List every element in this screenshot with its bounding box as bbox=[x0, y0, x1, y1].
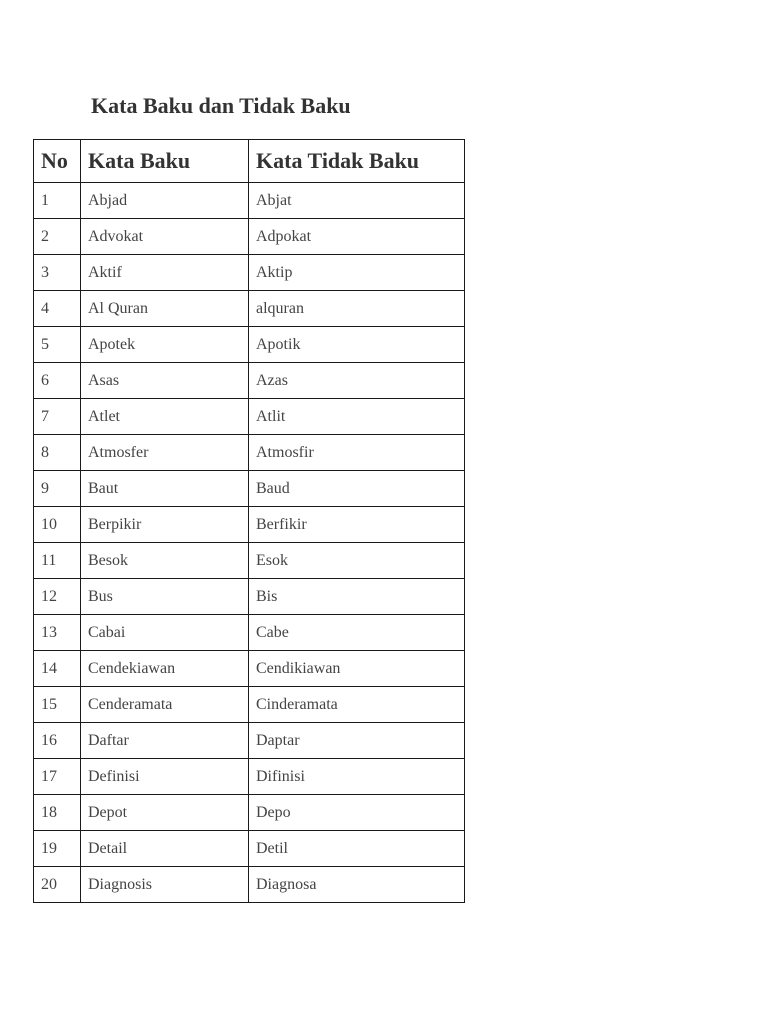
row-number-cell: 1 bbox=[34, 183, 81, 219]
kata-baku-cell: Cendekiawan bbox=[81, 651, 249, 687]
kata-tidak-baku-cell: Bis bbox=[249, 579, 465, 615]
row-number-cell: 14 bbox=[34, 651, 81, 687]
row-number-cell: 15 bbox=[34, 687, 81, 723]
kata-tidak-baku-cell: Abjat bbox=[249, 183, 465, 219]
row-number-cell: 19 bbox=[34, 831, 81, 867]
table-row bbox=[34, 543, 465, 579]
kata-baku-cell: Diagnosis bbox=[81, 867, 249, 903]
kata-baku-cell: Depot bbox=[81, 795, 249, 831]
kata-baku-cell: Bus bbox=[81, 579, 249, 615]
row-number-cell: 8 bbox=[34, 435, 81, 471]
kata-tidak-baku-cell: Difinisi bbox=[249, 759, 465, 795]
table-header bbox=[34, 140, 465, 183]
header-no: No bbox=[34, 140, 81, 183]
row-number-cell: 3 bbox=[34, 255, 81, 291]
kata-baku-cell: Baut bbox=[81, 471, 249, 507]
kata-baku-cell: Besok bbox=[81, 543, 249, 579]
table-row bbox=[34, 219, 465, 255]
kata-tidak-baku-cell: Diagnosa bbox=[249, 867, 465, 903]
kata-tidak-baku-cell: Cabe bbox=[249, 615, 465, 651]
row-number-cell: 6 bbox=[34, 363, 81, 399]
kata-tidak-baku-cell: Baud bbox=[249, 471, 465, 507]
header-kata-tidak-baku: Kata Tidak Baku bbox=[249, 140, 465, 183]
kata-baku-cell: Cabai bbox=[81, 615, 249, 651]
row-number-cell: 18 bbox=[34, 795, 81, 831]
kata-tidak-baku-cell: alquran bbox=[249, 291, 465, 327]
kata-baku-cell: Daftar bbox=[81, 723, 249, 759]
row-number-cell: 13 bbox=[34, 615, 81, 651]
kata-tidak-baku-cell: Aktip bbox=[249, 255, 465, 291]
kata-tidak-baku-cell: Atlit bbox=[249, 399, 465, 435]
kata-tidak-baku-cell: Azas bbox=[249, 363, 465, 399]
table-body bbox=[34, 183, 465, 903]
row-number-cell: 16 bbox=[34, 723, 81, 759]
kata-tidak-baku-cell: Berfikir bbox=[249, 507, 465, 543]
kata-baku-cell: Abjad bbox=[81, 183, 249, 219]
row-number-cell: 9 bbox=[34, 471, 81, 507]
row-number-cell: 20 bbox=[34, 867, 81, 903]
header-row bbox=[34, 140, 465, 183]
kata-baku-cell: Definisi bbox=[81, 759, 249, 795]
row-number-cell: 11 bbox=[34, 543, 81, 579]
row-number-cell: 10 bbox=[34, 507, 81, 543]
kata-tidak-baku-cell: Apotik bbox=[249, 327, 465, 363]
row-number-cell: 2 bbox=[34, 219, 81, 255]
table-row bbox=[34, 507, 465, 543]
table-row bbox=[34, 291, 465, 327]
kata-tidak-baku-cell: Detil bbox=[249, 831, 465, 867]
word-table bbox=[33, 139, 465, 903]
kata-tidak-baku-cell: Depo bbox=[249, 795, 465, 831]
kata-baku-cell: Apotek bbox=[81, 327, 249, 363]
table-row bbox=[34, 471, 465, 507]
table-row bbox=[34, 795, 465, 831]
table-row bbox=[34, 651, 465, 687]
row-number-cell: 12 bbox=[34, 579, 81, 615]
table-row bbox=[34, 183, 465, 219]
table-row bbox=[34, 687, 465, 723]
row-number-cell: 7 bbox=[34, 399, 81, 435]
kata-tidak-baku-cell: Atmosfir bbox=[249, 435, 465, 471]
table-row bbox=[34, 759, 465, 795]
kata-tidak-baku-cell: Cendikiawan bbox=[249, 651, 465, 687]
row-number-cell: 5 bbox=[34, 327, 81, 363]
kata-baku-cell: Atlet bbox=[81, 399, 249, 435]
table-row bbox=[34, 435, 465, 471]
row-number-cell: 4 bbox=[34, 291, 81, 327]
table-row bbox=[34, 723, 465, 759]
row-number-cell: 17 bbox=[34, 759, 81, 795]
kata-tidak-baku-cell: Esok bbox=[249, 543, 465, 579]
table-row bbox=[34, 399, 465, 435]
kata-baku-cell: Cenderamata bbox=[81, 687, 249, 723]
kata-baku-cell: Asas bbox=[81, 363, 249, 399]
page-title: Kata Baku dan Tidak Baku bbox=[91, 93, 351, 118]
kata-tidak-baku-cell: Adpokat bbox=[249, 219, 465, 255]
kata-tidak-baku-cell: Daptar bbox=[249, 723, 465, 759]
kata-baku-cell: Aktif bbox=[81, 255, 249, 291]
table-row bbox=[34, 615, 465, 651]
table-row bbox=[34, 363, 465, 399]
kata-baku-cell: Al Quran bbox=[81, 291, 249, 327]
table-row bbox=[34, 867, 465, 903]
kata-baku-cell: Atmosfer bbox=[81, 435, 249, 471]
table-row bbox=[34, 327, 465, 363]
table-row bbox=[34, 579, 465, 615]
kata-baku-cell: Detail bbox=[81, 831, 249, 867]
kata-baku-cell: Advokat bbox=[81, 219, 249, 255]
header-kata-baku: Kata Baku bbox=[81, 140, 249, 183]
kata-baku-cell: Berpikir bbox=[81, 507, 249, 543]
kata-tidak-baku-cell: Cinderamata bbox=[249, 687, 465, 723]
table-row bbox=[34, 255, 465, 291]
table-row bbox=[34, 831, 465, 867]
